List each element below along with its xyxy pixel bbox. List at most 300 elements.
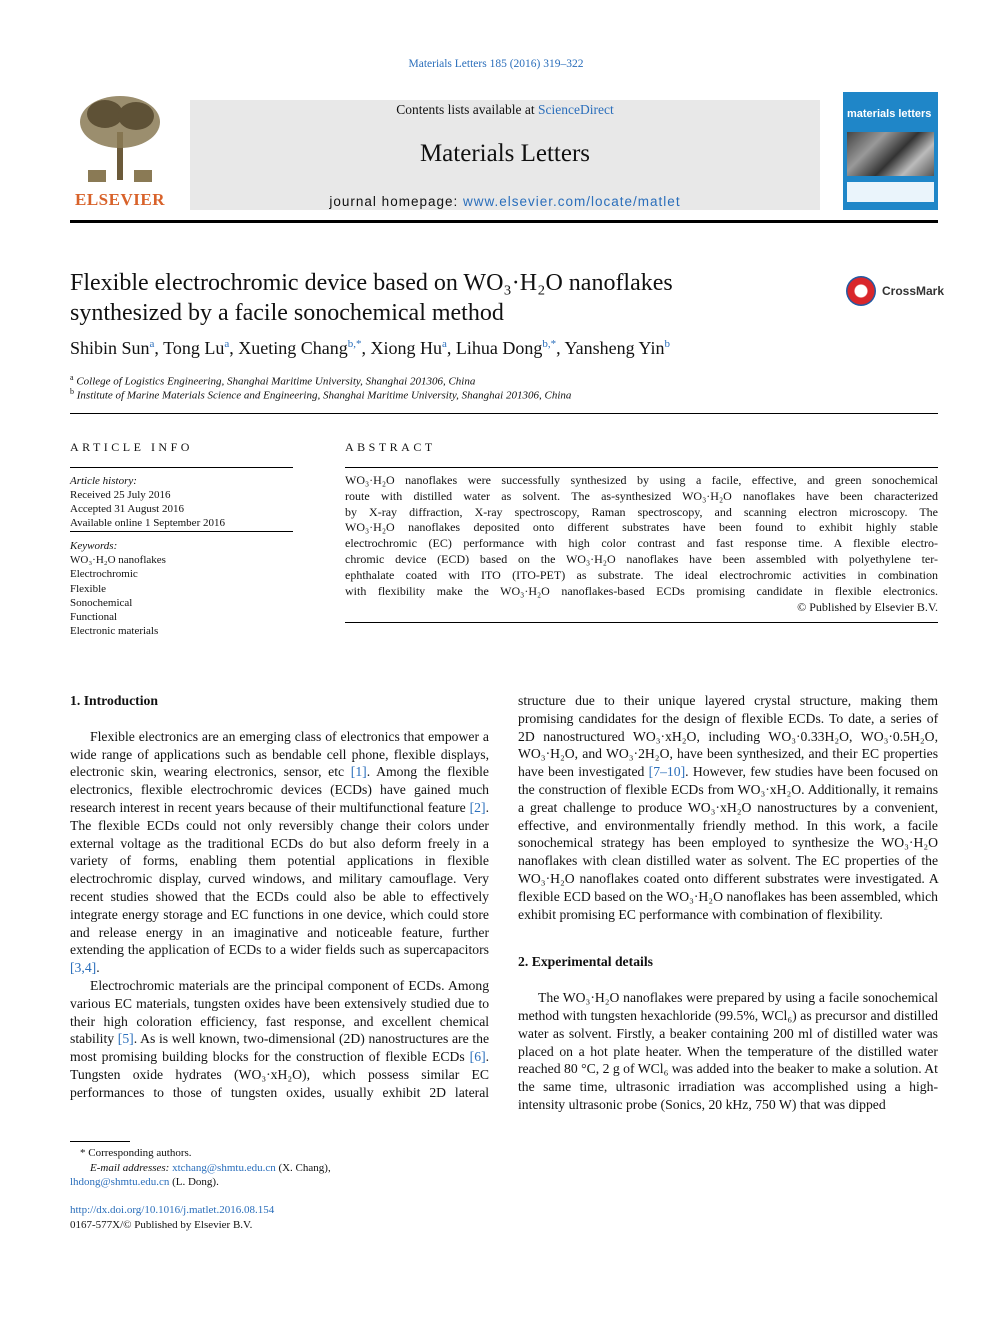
author-name: Tong Lu xyxy=(163,338,225,358)
author-affiliation-link[interactable]: b xyxy=(664,338,670,350)
crossmark-badge[interactable] xyxy=(846,276,946,312)
paragraph-text xyxy=(766,835,774,850)
paragraph-text: with xyxy=(711,906,737,922)
paragraph-text: flexible xyxy=(385,1049,427,1065)
paragraph-text: of xyxy=(610,781,622,797)
citation-link[interactable]: [7–10] xyxy=(648,764,686,780)
paragraph-text: 2D xyxy=(429,1084,447,1100)
abstract-line: ephthalate coated with ITO (ITO-PET) as substrate. The ideal electrochromic activities in combination xyxy=(345,567,938,582)
paragraph-text: Flexible electronics are an emerging class of electronics that empower a wide range of applications such as bendable cell phone, flexible displays, electronic skin, wearing electronics, sensor, etc xyxy=(70,728,489,780)
paragraph-text: from xyxy=(707,781,735,797)
paragraph-text xyxy=(164,1085,173,1100)
abstract-text xyxy=(345,473,938,599)
paragraph-text: ECDs xyxy=(431,1049,465,1065)
paragraph-text: challenge xyxy=(563,799,616,815)
journal-cover-thumbnail[interactable] xyxy=(843,92,938,210)
paragraph-text: properties xyxy=(844,853,900,869)
paragraph-text: A xyxy=(928,870,939,886)
crossmark-icon xyxy=(846,276,876,306)
title-line-2: synthesized by a facile sonochemical method xyxy=(70,300,504,326)
homepage-prefix: journal homepage: xyxy=(329,194,463,209)
paragraph-text: have xyxy=(817,764,844,780)
paragraph-text xyxy=(818,818,826,833)
paragraph-text xyxy=(535,729,544,744)
affiliation-b-label: b xyxy=(70,387,74,396)
paragraph-text: performance xyxy=(639,906,709,922)
paragraph-text: of xyxy=(904,853,917,869)
paragraph-text: properties xyxy=(883,746,939,762)
paragraph-text: . xyxy=(485,1049,490,1065)
paragraph-text: stability xyxy=(70,1031,115,1047)
header-rule xyxy=(70,220,938,223)
paragraph-text xyxy=(285,1014,293,1029)
cover-title: materials letters xyxy=(847,108,932,120)
paragraph-text xyxy=(420,1085,429,1100)
paragraph-text: nanoflakes xyxy=(518,853,578,869)
paragraph-text: high xyxy=(103,1013,128,1029)
paragraph-text: the xyxy=(921,853,939,869)
paragraph-text: the xyxy=(472,1031,490,1047)
paragraph-text: effective, xyxy=(518,817,570,833)
paragraph-text: been xyxy=(314,995,341,1011)
corresponding-note: * Corresponding authors. xyxy=(80,1147,192,1159)
paragraph-text: to xyxy=(773,835,785,851)
email-name-chang: (X. Chang), xyxy=(275,1161,331,1174)
paragraph-text: solvent. xyxy=(747,853,791,869)
paragraph-text: extensively xyxy=(344,995,407,1011)
paragraph-text: friendly xyxy=(702,817,747,833)
paragraph-text: nanoflakes xyxy=(726,888,786,904)
paragraph-text: environmentally xyxy=(604,817,695,833)
cover-lower-panel xyxy=(847,182,934,202)
author-affiliation-link[interactable]: b,* xyxy=(542,338,557,350)
affiliation-a-text: College of Logistics Engineering, Shanghai Maritime University, Shanghai 201306, China xyxy=(76,375,476,388)
paragraph-text: tungsten xyxy=(193,995,241,1011)
paragraph-text xyxy=(852,729,860,744)
footnote-rule xyxy=(70,1141,130,1142)
paragraph-text: of xyxy=(392,977,405,993)
citation-link[interactable]: [2] xyxy=(469,799,486,815)
affiliation-b xyxy=(70,387,571,402)
paragraph-text: of xyxy=(926,710,939,726)
paragraph-text: for xyxy=(641,710,658,726)
keyword: Electronic materials xyxy=(70,625,159,638)
paragraph-text: remains xyxy=(894,781,939,797)
article-title xyxy=(70,268,830,328)
paragraph-text: method. xyxy=(754,817,799,833)
paragraph-text: materials xyxy=(178,977,229,993)
paragraph-text: Electrochromic xyxy=(90,977,175,993)
paragraph-text: Additionally, xyxy=(807,781,880,797)
journal-reference[interactable]: Materials Letters 185 (2016) 319–322 xyxy=(408,58,584,70)
accepted-date: Accepted 31 August 2016 xyxy=(70,503,184,515)
elsevier-tree-icon xyxy=(70,92,170,188)
paragraph-text xyxy=(222,1085,231,1100)
paragraph-text: principal xyxy=(274,977,324,993)
paragraph-text: are xyxy=(451,1031,469,1047)
paragraph-text: possess xyxy=(367,1066,410,1082)
history-rule xyxy=(70,531,293,532)
author-name: Xiong Hu xyxy=(370,338,442,358)
paragraph-text xyxy=(144,1085,153,1100)
paragraph-text: those xyxy=(172,1084,202,1100)
paragraph-text: flexible xyxy=(741,710,784,726)
author-affiliation-link[interactable]: a xyxy=(441,338,447,350)
paragraph-text: to xyxy=(621,799,633,815)
paragraph-text: Tungsten xyxy=(70,1066,121,1082)
paragraph-text xyxy=(409,1067,421,1082)
crossmark-label: CrossMark xyxy=(882,284,945,298)
paragraph-text: has xyxy=(652,835,671,851)
paragraph-text: fast xyxy=(265,1013,286,1029)
paragraph-text: WO₃·0.5H₂O, xyxy=(860,728,938,744)
paragraph-text: WO₃·H₂O, xyxy=(518,746,579,762)
paragraph-text: most xyxy=(70,1049,97,1065)
paragraph-text: The xyxy=(795,853,817,869)
paragraph-text xyxy=(431,1014,439,1029)
doi-link[interactable]: http://dx.doi.org/10.1016/j.matlet.2016.08.154 xyxy=(70,1204,275,1216)
paragraph-text: In xyxy=(806,817,818,833)
paragraph-text xyxy=(649,693,658,708)
keywords-label: Keywords: xyxy=(70,540,118,552)
paragraph-text: due xyxy=(575,693,595,708)
sciencedirect-link[interactable]: ScienceDirect xyxy=(538,102,614,117)
footnotes xyxy=(70,1146,489,1190)
paragraph-text: have xyxy=(284,995,311,1011)
abstract-rule-top xyxy=(345,467,938,468)
paragraph-text: structure xyxy=(518,693,566,708)
body-column-left xyxy=(70,692,489,1102)
paragraph-text: ECD xyxy=(563,888,591,904)
received-date: Received 25 July 2016 xyxy=(70,489,171,501)
paragraph-text: the xyxy=(518,781,535,797)
paragraph-text: combination xyxy=(739,906,809,922)
online-date: Available online 1 September 2016 xyxy=(70,517,225,529)
author-affiliation-link[interactable]: a xyxy=(224,338,230,350)
paragraph-text: WO₃·H₂O xyxy=(518,870,575,886)
abstract-line: WO₃·H₂O nanoflakes were successfully synthesized by using a facile, effective, and green sonochemical xyxy=(345,473,938,487)
paragraph-text: have xyxy=(518,764,544,780)
paragraph-text xyxy=(345,1014,353,1029)
paragraph-text: crystal xyxy=(754,693,791,708)
paragraph-text: for xyxy=(253,1049,270,1065)
affiliation-b-text: Institute of Marine Materials Science and Engineering, Shanghai Maritime University, Shanghai 201306, China xyxy=(76,389,572,402)
contents-prefix: Contents lists available at xyxy=(396,102,538,117)
paragraph-text: nanostructured xyxy=(543,728,625,744)
paragraph-text: studies xyxy=(775,764,814,780)
paragraph-text: to xyxy=(153,1084,164,1100)
paragraph-text xyxy=(459,1067,471,1082)
paragraph-text: oxides, xyxy=(286,1084,326,1100)
paragraph-text xyxy=(277,1085,286,1100)
paragraph-text: nanostructures xyxy=(757,799,838,815)
section-heading-introduction: 1. Introduction xyxy=(70,693,158,708)
email-link-chang[interactable]: xtchang@shmtu.edu.cn xyxy=(172,1161,276,1174)
paragraph-text: date, xyxy=(848,710,875,726)
paragraph-text: with xyxy=(582,853,607,869)
paragraph-text: focused xyxy=(877,764,921,780)
author-affiliation-link[interactable]: b,* xyxy=(347,338,362,350)
paragraph-text xyxy=(593,835,601,850)
paragraph-text: WO₃·2H₂O, xyxy=(605,746,673,762)
abstract-copyright: © Published by Elsevier B.V. xyxy=(797,600,938,614)
paragraph-text: the xyxy=(857,835,874,851)
keyword: WO₃·H₂O nanoflakes xyxy=(70,554,166,567)
paragraph-text: nanoflakes xyxy=(579,870,639,886)
paragraph-text: have xyxy=(677,746,703,762)
author-name: Xueting Chang xyxy=(238,338,348,358)
paragraph-text: tungsten xyxy=(230,1084,278,1100)
paragraph-text: EC xyxy=(861,746,880,762)
author-affiliation-link[interactable]: a xyxy=(149,338,155,350)
paragraph-text: As xyxy=(140,1031,156,1047)
paragraph-text xyxy=(446,1085,455,1100)
paragraph-text: . xyxy=(685,764,689,780)
paragraph-text: to xyxy=(478,995,490,1011)
citation-link[interactable]: [5] xyxy=(117,1031,134,1047)
paragraph-text: EC xyxy=(618,906,636,922)
paragraph-text xyxy=(373,1014,381,1029)
paragraph-text: of xyxy=(811,906,823,922)
paragraph-text: been xyxy=(811,888,837,904)
paragraph-text: well xyxy=(171,1031,196,1047)
paragraph-text: WO₃·H₂O xyxy=(881,835,939,851)
paragraph-text: on xyxy=(924,764,939,780)
paragraph-text xyxy=(849,835,857,850)
paragraph-text: of xyxy=(210,1084,222,1100)
paragraph-text: ECDs xyxy=(670,781,704,797)
article-info-heading: ARTICLE INFO xyxy=(70,440,193,454)
paragraph-text: a xyxy=(879,710,886,726)
paragraph-text: and xyxy=(353,1013,374,1029)
paragraph-text: distilled xyxy=(646,853,691,869)
issn-line: 0167-577X/© Published by Elsevier B.V. xyxy=(70,1218,253,1231)
email-link-dong[interactable]: lhdong@shmtu.edu.cn xyxy=(70,1176,170,1188)
paragraph-text xyxy=(851,693,860,708)
author-list: Shibin Sun$^a$, Tong Lu$^a$, Xueting Chang$^{b,*}$, Xiong Hu$^a$, Lihua Dong$^{b,*}$, Yansheng Yin$^b$ xyxy=(70,338,670,358)
intro-paragraph-1 xyxy=(70,728,489,977)
paragraph-text: which xyxy=(322,1066,356,1082)
paragraph-text: as xyxy=(731,853,743,869)
paragraph-text: WO₃·xH₂O xyxy=(687,799,752,815)
history-label: Article history: xyxy=(70,475,137,487)
email-name-dong: (L. Dong). xyxy=(169,1176,219,1188)
paragraph-text: them xyxy=(910,693,939,708)
contents-line xyxy=(190,102,820,118)
email-label: E-mail addresses: xyxy=(90,1161,173,1174)
paragraph-text: materials, xyxy=(136,995,190,1011)
paragraph-text: assembled, xyxy=(840,888,901,904)
paragraph-text: produce xyxy=(638,799,683,815)
keyword: Functional xyxy=(70,611,118,624)
paragraph-text xyxy=(625,729,633,744)
paragraph-text: it xyxy=(883,781,891,797)
paragraph-text: is xyxy=(158,1031,169,1047)
keyword: Electrochromic xyxy=(70,568,138,581)
article-info-rule xyxy=(70,467,293,468)
paragraph-text: investigated. xyxy=(855,870,925,886)
paragraph-text: . Among the flexible electronics, flexible electrochromic devices (ECDs) have gained much research interest in recent years because of their multifunctional feature xyxy=(70,764,489,815)
abstract-line: electrochromic (EC) performance with high color contrast and fast response time. A flexible electro- xyxy=(345,536,938,551)
paragraph-text: design xyxy=(684,710,720,726)
journal-title: Materials Letters xyxy=(419,140,591,167)
paragraph-text: candidates xyxy=(578,710,637,726)
paragraph-text: 2D xyxy=(518,728,535,744)
paragraph-text xyxy=(695,693,704,708)
paragraph-text: different xyxy=(713,870,761,886)
paragraph-text: hydrates xyxy=(175,1066,222,1082)
paragraph-text: two-dimensional xyxy=(243,1031,336,1047)
citation-link[interactable]: [1] xyxy=(350,764,367,780)
paragraph-text: studied xyxy=(410,995,451,1011)
paragraph-text xyxy=(95,1014,103,1029)
paragraph-text: . xyxy=(96,960,100,976)
experimental-paragraph-1: The WO₃·H₂O nanoflakes were prepared by using a facile sonochemical method with tungsten hexachloride (99.5%, WCl₆) as precursor and distilled water as solvent. Firstly, a beaker containing 200 ml of distilled water was placed on a hot plate heater. When the temperature of the distilled water reached 80 °C, 2 g of WCl₆ was added into the beaker to make a solution. At the same time, ultrasonic irradiation was accomplished using a high-intensity ultrasonic probe (Sonics, 20 kHz, 750 W) that was dipped xyxy=(518,990,938,1112)
paragraph-text: investigated xyxy=(578,764,645,780)
paragraph-text: ECDs. xyxy=(408,977,445,993)
journal-homepage xyxy=(190,194,820,209)
intro-paragraph-2 xyxy=(70,977,489,1102)
email-line xyxy=(70,1161,489,1176)
paragraph-text: WO₃·H₂O xyxy=(666,888,723,904)
intro-paragraph-2-continued xyxy=(518,692,938,923)
paragraph-text: promising xyxy=(559,906,615,922)
paragraph-text xyxy=(901,693,910,708)
paragraph-text: coloration xyxy=(136,1013,192,1029)
paragraph-text: component xyxy=(327,977,389,993)
paragraph-text: unique xyxy=(658,693,696,708)
paragraph-text xyxy=(791,693,800,708)
paragraph-text: sonochemical xyxy=(518,835,594,851)
author-name: Yansheng Yin xyxy=(564,338,665,358)
paragraph-text: promising xyxy=(101,1049,158,1065)
paragraph-text: been xyxy=(548,764,574,780)
paragraph-text xyxy=(310,1067,322,1082)
paragraph-text: been xyxy=(707,746,733,762)
paragraph-text: of xyxy=(368,1049,381,1065)
paragraph-text: EC xyxy=(471,1066,490,1082)
paragraph-text: construction xyxy=(538,781,607,797)
paragraph-text: and xyxy=(577,817,597,833)
paragraph-text: promising xyxy=(518,710,574,726)
paragraph-text: including xyxy=(708,728,761,744)
article-history xyxy=(70,474,293,530)
paragraph-text: However, xyxy=(692,764,746,780)
paragraph-text: their xyxy=(623,693,650,708)
paragraph-text: their xyxy=(832,746,858,762)
paragraph-text xyxy=(222,1067,234,1082)
paragraph-text: to xyxy=(604,693,615,708)
homepage-link[interactable]: www.elsevier.com/locate/matlet xyxy=(463,194,681,209)
abstract-line: WO₃·H₂O nanoflakes deposited onto different substrates have been found to exhibit highly stable xyxy=(345,520,938,535)
abstract-heading: ABSTRACT xyxy=(345,440,436,454)
citation-link[interactable]: [6] xyxy=(469,1049,486,1065)
paragraph-text xyxy=(569,818,577,833)
paragraph-text: nanostructures xyxy=(368,1031,449,1047)
paragraph-text: convenient, xyxy=(874,799,939,815)
section-heading-experimental: 2. Experimental details xyxy=(518,954,653,970)
paragraph-text: response, xyxy=(293,1013,346,1029)
paragraph-text xyxy=(192,1014,200,1029)
doi-block xyxy=(70,1203,274,1232)
paragraph-text: synthesized, xyxy=(737,746,805,762)
paragraph-text xyxy=(846,818,854,833)
elsevier-logo xyxy=(70,92,170,210)
paragraph-text: WO₃·xH₂O, xyxy=(632,728,700,744)
paragraph-text: the xyxy=(662,710,680,726)
elsevier-wordmark: ELSEVIER xyxy=(75,190,165,209)
affiliation-a xyxy=(70,373,475,388)
paragraph-text xyxy=(799,818,807,833)
keywords-block xyxy=(70,539,293,638)
paragraph-text: making xyxy=(860,693,902,708)
paragraph-text: ECDs. xyxy=(788,710,825,726)
paragraph-text: clean xyxy=(612,853,641,869)
paragraph-text: of xyxy=(724,710,737,726)
paragraph-text xyxy=(900,818,908,833)
paragraph-text: by xyxy=(842,799,857,815)
paragraph-text: series xyxy=(890,710,922,726)
paragraph-text: Among xyxy=(448,977,490,993)
citation-link[interactable]: [3,4] xyxy=(70,960,97,976)
paragraph-text: WO₃·0.33H₂O, xyxy=(768,728,853,744)
paragraph-text: coated xyxy=(643,870,680,886)
paragraph-text: been xyxy=(847,764,874,780)
cover-image xyxy=(847,132,934,176)
abstract-line: route with distilled water as solvent. The as-synthesized WO₃·H₂O nanoflakes have been characterized xyxy=(345,488,938,503)
paragraph-text: . The flexible ECDs could not only reversibly change their colors under external voltage as the traditional ECDs do but also deform freely in a variety of forms, enabling them potential applications in flexible electrochromic display, curved windows, and military camouflage. Very recent studies showed that the ECDs could also be able to effectively integrate energy storage and EC functions in one device, which could store and release energy in an imaginative and noticeable feature, further extending the application of ECDs to a wider fields such as supercapacitors xyxy=(70,799,489,958)
paragraph-text xyxy=(356,1067,368,1082)
paragraph-text xyxy=(163,1067,175,1082)
paragraph-text: To xyxy=(828,710,844,726)
email-line-2 xyxy=(70,1175,489,1190)
abstract-line: by X-ray diffraction, X-ray spectroscopy, Raman spectroscopy, and scanning electron microscopy. The xyxy=(345,504,938,519)
paragraph-text: structure, xyxy=(799,693,852,708)
abstract-line: with flexibility make the WO₃·H₂O nanoflakes-based ECDs promising candidate in flexible electronics. xyxy=(345,583,938,598)
affiliation-a-label: a xyxy=(70,373,74,382)
paragraph-text: . xyxy=(133,1031,138,1047)
paragraph-text: similar xyxy=(421,1066,460,1082)
paragraph-text xyxy=(595,693,604,708)
keyword: Sonochemical xyxy=(70,596,133,609)
paragraph-text: building xyxy=(162,1049,208,1065)
paragraph-text xyxy=(257,1014,265,1029)
paragraph-text: construction xyxy=(296,1049,364,1065)
paragraph-text: strategy xyxy=(601,835,645,851)
paragraph-text: great xyxy=(529,799,558,815)
paragraph-text: due xyxy=(454,995,475,1011)
paragraph-text: employed xyxy=(711,835,766,851)
paragraph-text: onto xyxy=(684,870,709,886)
paragraph-text: and xyxy=(808,746,829,762)
paragraph-text: substrates xyxy=(765,870,820,886)
paragraph-text: excellent xyxy=(381,1013,432,1029)
paragraph-text: synthesize xyxy=(792,835,850,851)
paragraph-text: facile xyxy=(907,817,938,833)
paragraph-text: layered xyxy=(704,693,745,708)
paragraph-text: flexibility. xyxy=(826,906,883,922)
affiliation-rule xyxy=(70,413,938,414)
paragraph-text: this xyxy=(826,817,846,833)
paragraph-text: few xyxy=(750,764,771,780)
paragraph-text: a xyxy=(893,817,900,833)
paragraph-text: their xyxy=(70,1013,96,1029)
paragraph-text: been xyxy=(678,835,705,851)
paragraph-text: based xyxy=(594,888,626,904)
paragraph-text: usually xyxy=(334,1084,374,1100)
body-column-right xyxy=(518,692,938,1114)
paragraph-text xyxy=(120,1067,132,1082)
